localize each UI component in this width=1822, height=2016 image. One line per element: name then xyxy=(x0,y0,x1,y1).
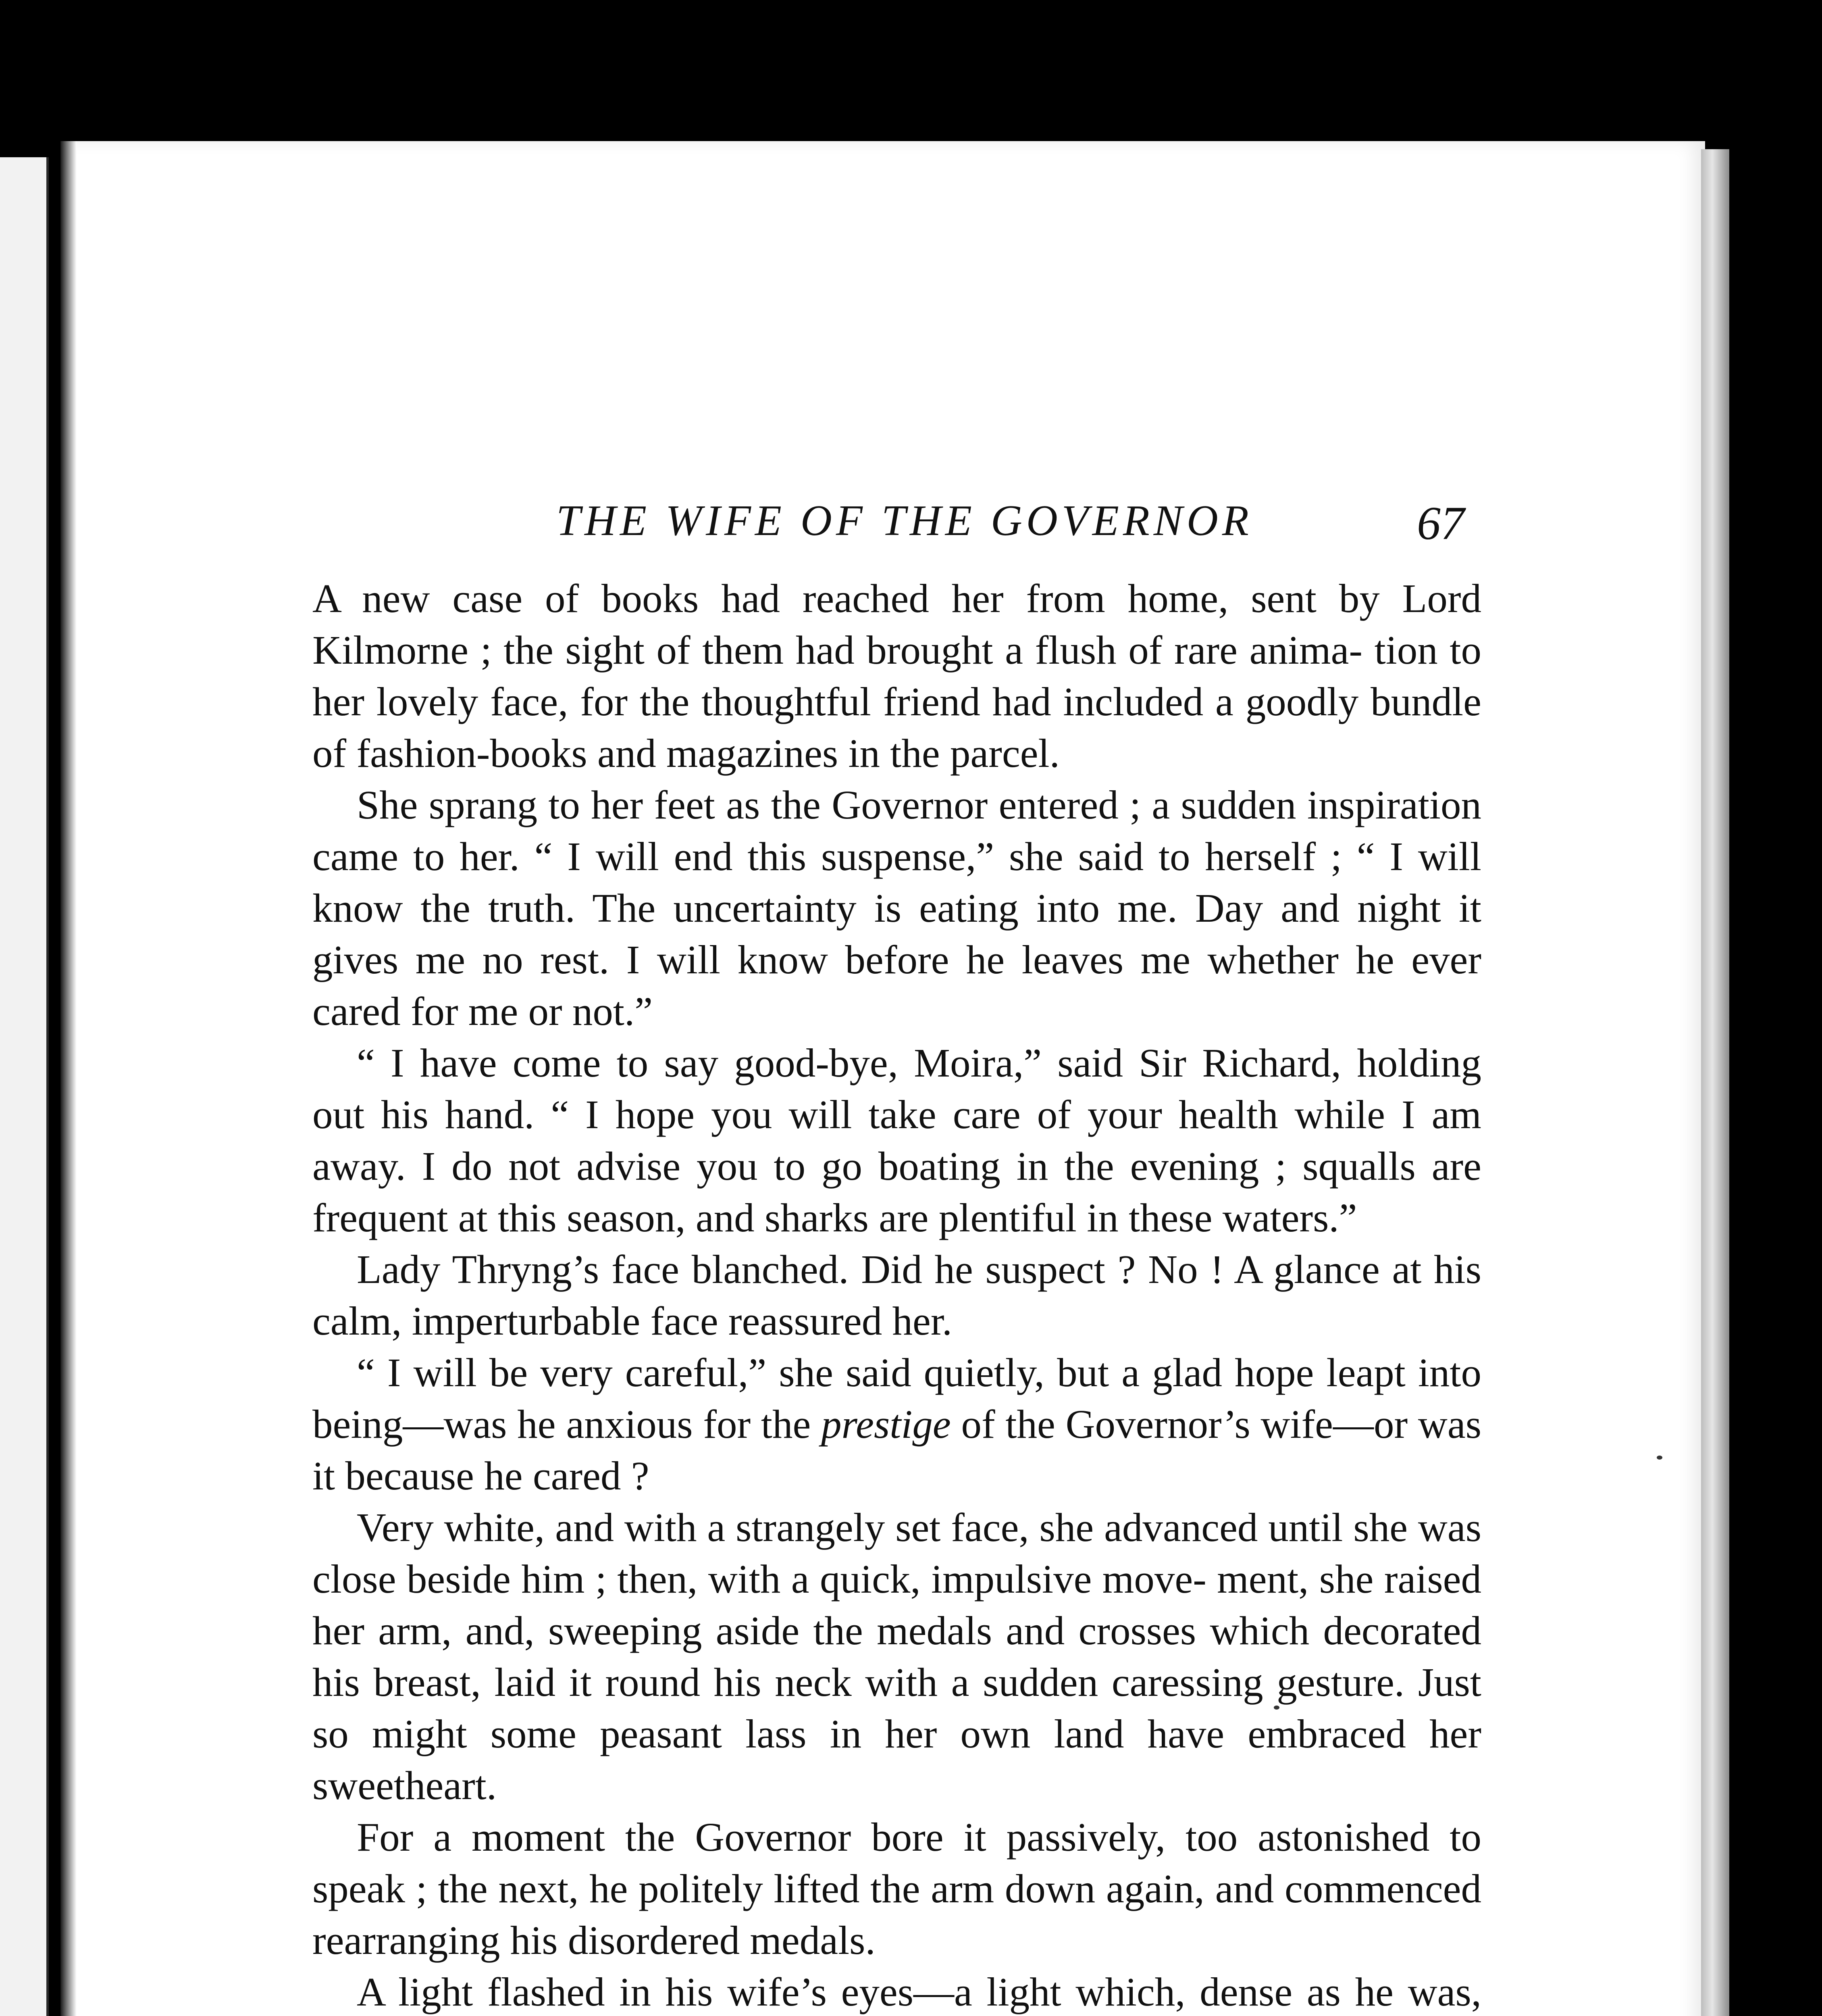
paragraph: For a moment the Governor bore it passively, too astonished to speak ; the next, he politely lifted the arm down again, and commenced rearranging his disordered medals. xyxy=(312,1814,1481,1963)
page-number: 67 xyxy=(1417,497,1464,550)
page-gutter xyxy=(60,141,77,2016)
previous-page-edge xyxy=(0,157,49,2016)
paragraph-text: of the Governor’s wife—or was it because he cared ? xyxy=(312,1402,1481,1498)
italic-word: prestige xyxy=(821,1402,951,1447)
body-text xyxy=(312,573,1481,2016)
page-fore-edge xyxy=(1701,149,1729,2016)
paragraph: A new case of books had reached her from home, sent by Lord Kilmorne ; the sight of them had brought a flush of rare anima- tion to her lovely face, for the thoughtful friend had included a goodly bundle of fashion-books and magazines in the parcel. xyxy=(312,576,1481,776)
paragraph: Very white, and with a strangely set face, she advanced until she was close beside him ; then, with a quick, impulsive move- ment, she raised her arm, and, sweeping aside the medals and crosses which decorated his breast, laid it round his neck with a sudden caressing gesture. Just so might some peasant lass in her own land have embraced her sweetheart. xyxy=(312,1505,1481,1808)
paragraph xyxy=(312,1347,1481,1502)
ink-speck xyxy=(1274,1706,1279,1710)
paragraph: A light flashed in his wife’s eyes—a light which, dense as he was, xyxy=(357,1969,1481,2014)
paragraph: “ I have come to say good-bye, Moira,” said Sir Richard, holding out his hand. “ I hope you will take care of your health while I am away. I do not advise you to go boating in the evening ; squalls are frequent at this season, and sharks are plentiful in these waters.” xyxy=(312,1040,1481,1240)
running-head: THE WIFE OF THE GOVERNOR xyxy=(556,497,1253,545)
paragraph-text: “ I will be very careful,” she said quietly, but a glad hope leapt into being—was he anxious for the xyxy=(312,1350,1481,1447)
book-page xyxy=(60,141,1705,2016)
paragraph: Lady Thryng’s face blanched. Did he suspect ? No ! A glance at his calm, imperturbable face reassured her. xyxy=(312,1247,1481,1343)
ink-speck xyxy=(1657,1456,1662,1460)
paragraph: She sprang to her feet as the Governor entered ; a sudden inspiration came to her. “ I will end this suspense,” she said to herself ; “ I will know the truth. The uncertainty is eating into me. Day and night it gives me no rest. I will know before he leaves me whether he ever cared for me or not.” xyxy=(312,782,1481,1034)
